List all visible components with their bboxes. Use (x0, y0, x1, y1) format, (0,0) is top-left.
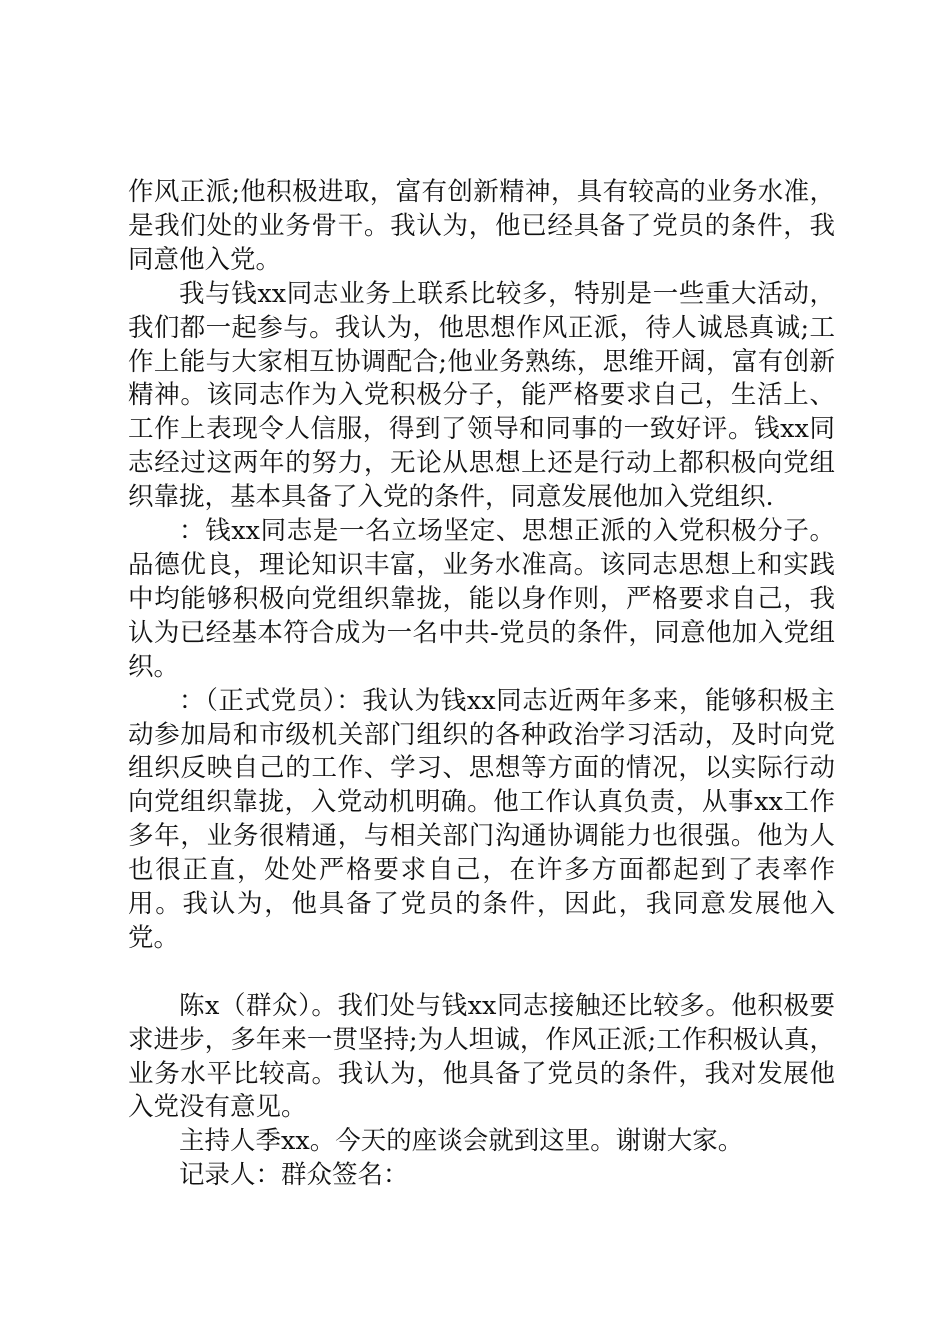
paragraph-spacer (128, 956, 835, 990)
paragraph-member-opinion: ：钱xx同志是一名立场坚定、思想正派的入党积极分子。品德优良，理论知识丰富，业务水准高。该同志思想上和实践中均能够积极向党组织靠拢，能以身作则，严格要求自己，我认为已经基本符合成为一名中共-党员的条件，同意他加入党组织。 (128, 516, 835, 682)
paragraph-qian-colleague-opinion: 我与钱xx同志业务上联系比较多，特别是一些重大活动，我们都一起参与。我认为，他思想作风正派，待人诚恳真诚;工作上能与大家相互协调配合;他业务熟练，思维开阔，富有创新精神。该同志作为入党积极分子，能严格要求自己，生活上、工作上表现令人信服，得到了领导和同事的一致好评。钱xx同志经过这两年的努力，无论从思想上还是行动上都积极向党组织靠拢，基本具备了入党的条件，同意发展他加入党组织. (128, 278, 835, 513)
paragraph-host-closing: 主持人季xx。今天的座谈会就到这里。谢谢大家。 (179, 1126, 744, 1157)
paragraph-masses-opinion: 陈x（群众）。我们处与钱xx同志接触还比较多。他积极要求进步，多年来一贯坚持;为人坦诚，作风正派;工作积极认真，业务水平比较高。我认为，他具备了党员的条件，我对发展他入党没有意见。 (128, 990, 835, 1123)
paragraph-full-member-opinion: ：（正式党员）：我认为钱xx同志近两年多来，能够积极主动参加局和市级机关部门组织的各种政治学习活动，及时向党组织反映自己的工作、学习、思想等方面的情况，以实际行动向党组织靠拢，入党动机明确。他工作认真负责，从事xx工作多年，业务很精通，与相关部门沟通协调能力也很强。他为人也很正直，处处严格要求自己，在许多方面都起到了表率作用。我认为，他具备了党员的条件，因此，我同意发展他入党。 (128, 685, 835, 953)
paragraph-continuation: 作风正派;他积极进取，富有创新精神，具有较高的业务水准，是我们处的业务骨干。我认为，他已经具备了党员的条件，我同意他入党。 (128, 177, 835, 275)
document-body (128, 176, 835, 1193)
paragraph-recorder-signature: 记录人：群众签名： (179, 1160, 409, 1191)
